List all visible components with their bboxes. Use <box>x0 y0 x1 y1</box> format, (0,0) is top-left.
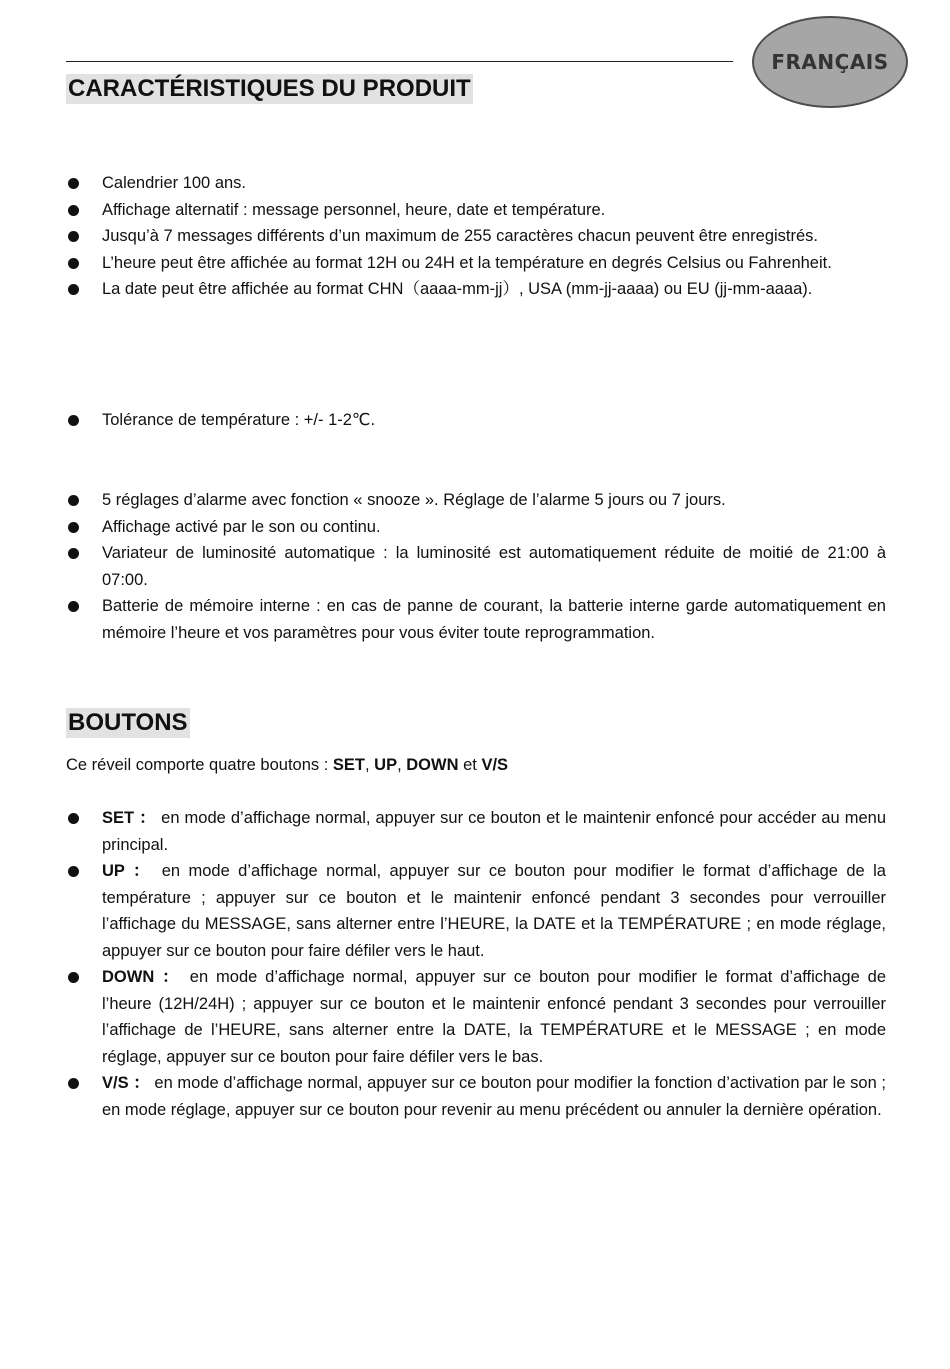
features-list-temperature <box>66 407 886 434</box>
language-badge <box>752 16 908 108</box>
list-item: Jusqu’à 7 messages différents d’un maximum de 255 caractères chacun peuvent être enregistrés. <box>66 223 886 250</box>
features-list-alarm <box>66 487 886 646</box>
features-list-general <box>66 170 886 303</box>
bullet-icon <box>68 1078 79 1089</box>
intro-up: UP <box>374 756 398 774</box>
list-item-vs: V/S ： en mode d’affichage normal, appuyer sur ce bouton pour modifier la fonction d’activation par le son ; en mode réglage, appuyer sur ce bouton pour revenir au menu précédent ou annuler la dernière opération. <box>66 1070 886 1123</box>
bullet-icon <box>68 548 79 559</box>
language-badge-label: FRANÇAIS <box>771 50 889 74</box>
header-rule <box>66 61 733 62</box>
list-item: Affichage alternatif : message personnel, heure, date et température. <box>66 197 886 224</box>
bullet-icon <box>68 205 79 216</box>
bullet-icon <box>68 415 79 426</box>
bullet-icon <box>68 972 79 983</box>
list-item: Batterie de mémoire interne : en cas de panne de courant, la batterie interne garde automatiquement en mémoire l’heure et vos paramètres pour vous éviter toute reprogrammation. <box>66 593 886 646</box>
bullet-icon <box>68 495 79 506</box>
bullet-icon <box>68 813 79 824</box>
list-item: Affichage activé par le son ou continu. <box>66 514 886 541</box>
list-item: L’heure peut être affichée au format 12H ou 24H et la température en degrés Celsius ou Fahrenheit. <box>66 250 886 277</box>
bullet-icon <box>68 231 79 242</box>
bullet-icon <box>68 178 79 189</box>
buttons-heading: BOUTONS <box>68 709 188 736</box>
bullet-icon <box>68 601 79 612</box>
features-heading: CARACTÉRISTIQUES DU PRODUIT <box>68 75 471 102</box>
list-item: 5 réglages d’alarme avec fonction « snooze ». Réglage de l’alarme 5 jours ou 7 jours. <box>66 487 886 514</box>
list-item: Calendrier 100 ans. <box>66 170 886 197</box>
buttons-list <box>66 805 886 1123</box>
list-item: La date peut être affichée au format CHN（aaaa-mm-jj）, USA (mm-jj-aaaa) ou EU (jj-mm-aaaa). <box>66 276 886 303</box>
list-item-up: UP ： en mode d’affichage normal, appuyer sur ce bouton pour modifier le format d’affichage de la température ; appuyer sur ce bouton et le maintenir enfoncé pendant 3 secondes pour verrouiller l’affichage du MESSAGE, sans alterner entre l’HEURE, la DATE et la TEMPÉRATURE ; en mode réglage, appuyer sur ce bouton pour faire défiler vers le haut. <box>66 858 886 964</box>
list-item-set: SET ： en mode d’affichage normal, appuyer sur ce bouton et le maintenir enfoncé pour accéder au menu principal. <box>66 805 886 858</box>
intro-set: SET <box>332 756 365 774</box>
bullet-icon <box>68 522 79 533</box>
bullet-icon <box>68 866 79 877</box>
list-item: Variateur de luminosité automatique : la luminosité est automatiquement réduite de moitié de 21:00 à 07:00. <box>66 540 886 593</box>
intro-down: DOWN <box>406 756 459 774</box>
intro-vs: V/S <box>481 756 509 774</box>
bullet-icon <box>68 258 79 269</box>
list-item: Tolérance de température : +/- 1-2℃. <box>66 407 886 434</box>
bullet-icon <box>68 284 79 295</box>
list-item-down: DOWN ： en mode d’affichage normal, appuyer sur ce bouton pour modifier le format d’affichage de l’heure (12H/24H) ; appuyer sur ce bouton et le maintenir enfoncé pendant 3 secondes pour verrouiller l’affichage de l’HEURE, sans alterner entre la DATE, la TEMPÉRATURE et le MESSAGE ; en mode réglage, appuyer sur ce bouton pour faire défiler vers le bas. <box>66 964 886 1070</box>
buttons-intro: Ce réveil comporte quatre boutons : SET, UP, DOWN et V/S <box>66 756 509 774</box>
